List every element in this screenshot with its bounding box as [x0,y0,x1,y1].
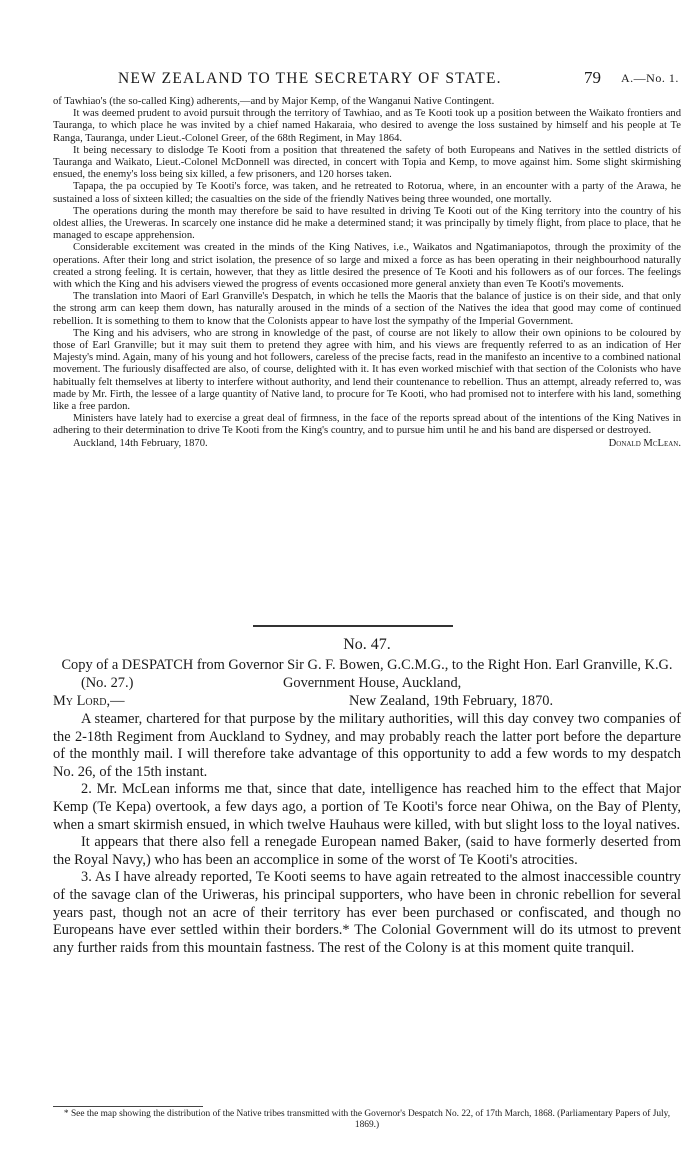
despatch-paragraph: A steamer, chartered for that purpose by the military authorities, will this day convey two companies of the 2-18th Regiment from Auckland to Sydney, and may probably reach the latter port before the departure of the monthly mail. I will therefore take advantage of this opportunity to add a few words to my despatch No. 26, of the 15th instant. [53,711,681,780]
report-paragraph: Ministers have lately had to exercise a great deal of firmness, in the face of the reports spread about of the intentions of the King Natives in adhering to their determination to drive Te Kooti from the King's country, and to pursue him until he and his band are dispersed or destroyed. [53,413,681,437]
despatch-number: No. 47. [343,636,391,653]
despatch-ref-number: (No. 27.) [81,675,134,691]
despatch-address-line1: Government House, Auckland, [283,675,462,691]
report-signature [53,438,681,450]
despatch-salutation: My Lord,— [53,693,125,709]
report-paragraph: The operations during the month may therefore be said to have resulted in driving Te Kooti out of the King territory into the country of his oldest allies, the Ureweras. In scarcely one instance did he make a determined stand; it was principally by timely flight, from place to place, that he managed to escape apprehension. [53,205,681,242]
despatch-address-block [53,675,681,711]
footnote-divider [53,1106,203,1107]
despatch-section [53,636,681,957]
report-paragraph: The King and his advisers, who are strong in knowledge of the past, of course are not likely to allow their own opinions to be coloured by those of Earl Granville; but it may suit them to pretend they agree with him, and his views are frequently referred to as an indication of Her Majesty's mind. Again, many of his young and hot followers, careless of the precise facts, read in the manifesto an incentive to a combined national movement. The furiously disaffected are also, of course, delighted with it. It has even worked mischief with that section of the Colonists who have habitually felt themselves at liberty to interfere without authority, and lend their countenance to rebellion. Thus an attempt, already referred to, was made by Mr. Firth, the lessee of a large quantity of Native land, to procure for Te Kooti, who had promised not to interfere with his land, something like a free pardon. [53,327,681,413]
footnote: * See the map showing the distribution of the Native tribes transmitted with the Governor's Despatch No. 22, of 17th March, 1868. (Parliamentary Papers of July, 1869.) [63,1109,671,1130]
despatch-paragraph: 3. As I have already reported, Te Kooti seems to have again retreated to the almost inaccessible country of the savage clan of the Uriweras, his principal supporters, who have been in chronic rebellion for several years past, though not an acre of their territory has ever been purchased or confiscated, and though no Europeans have ever settled within their borders.* The Colonial Government will do its utmost to prevent any further raids from this mountain fastness. The rest of the Colony is at this moment quite tranquil. [53,869,681,956]
report-paragraph: It was deemed prudent to avoid pursuit through the territory of Tawhiao, and as Te Kooti took up a position between the Waikato frontiers and Tauranga, to which place he was invited by a chief named Hakaraia, who desired to avenge the loss sustained by himself and his people at Te Ranga, Tauranga, under Lieut.-Colonel Greer, of the 68th Regiment, in May 1864. [53,108,681,144]
signature-place-date: Auckland, 14th February, 1870. [73,437,208,449]
report-paragraph: of Tawhiao's (the so-called King) adherents,—and by Major Kemp, of the Wanganui Native Contingent. [53,96,495,107]
page-header [0,70,700,94]
report-paragraph: Considerable excitement was created in the minds of the King Natives, i.e., Waikatos and Ngatimaniapotos, through the proximity of the operations. After their long and strict isolation, the presence of so large and mixed a force as has been operating in their neighbourhood naturally created a strong feeling. It is certain, however, that they as little desired the presence of Te Kooti and his followers as of our forces. The feelings with which the King and his advisers viewed the progress of events occasioned more general anxiety than even Te Kooti's movements. [53,242,681,291]
report-paragraph: Tapapa, the pa occupied by Te Kooti's force, was taken, and he retreated to Rotorua, where, in an encounter with a party of the Arawa, he sustained a loss of sixteen killed; the casualties on the side of the friendly Natives being three wounded, one mortally. [53,181,681,205]
signature-name: Donald McLean. [608,437,681,449]
header-title: NEW ZEALAND TO THE SECRETARY OF STATE. [118,70,502,87]
report-paragraph: It being necessary to dislodge Te Kooti from a position that threatened the safety of both Europeans and Natives in the settled districts of Tauranga and Waikato, Lieut.-Colonel McDonnell was directed, in concert with Topia and Kemp, to move against him. Some slight skirmishing ensued, the enemy's loss being six killed, a few prisoners, and 120 horses taken. [53,144,681,181]
despatch-address-line2: New Zealand, 19th February, 1870. [349,693,554,709]
report-body [53,96,681,450]
report-paragraph: The translation into Maori of Earl Granville's Despatch, in which he tells the Maoris that the balance of justice is on their side, and that only the strong arm can keep them down, has naturally aroused in the minds of a section of the Natives the idea that good may come of continued rebellion. It is something to them to know that the Colonists appear to have lost the sympathy of the Imperial Government. [53,291,681,327]
despatch-paragraph: 2. Mr. McLean informs me that, since that date, intelligence has reached him to the effect that Major Kemp (Te Kepa) overtook, a few days ago, a portion of Te Kooti's force near Ohiwa, on the Bay of Plenty, when a smart skirmish ensued, in which twelve Hauhaus were killed, with but slight loss to the loyal natives. [53,781,681,833]
section-divider [253,625,453,627]
document-reference: A.—No. 1. [621,71,679,85]
page-number: 79 [584,68,601,87]
despatch-paragraph: It appears that there also fell a renegade European named Baker, (said to have formerly deserted from the Royal Navy,) who has been an accomplice in some of the worst of Te Kooti's atrocities. [53,834,681,868]
despatch-title: Copy of a DESPATCH from Governor Sir G. F. Bowen, G.C.M.G., to the Right Hon. Earl Granville, K.G. [61,656,673,673]
